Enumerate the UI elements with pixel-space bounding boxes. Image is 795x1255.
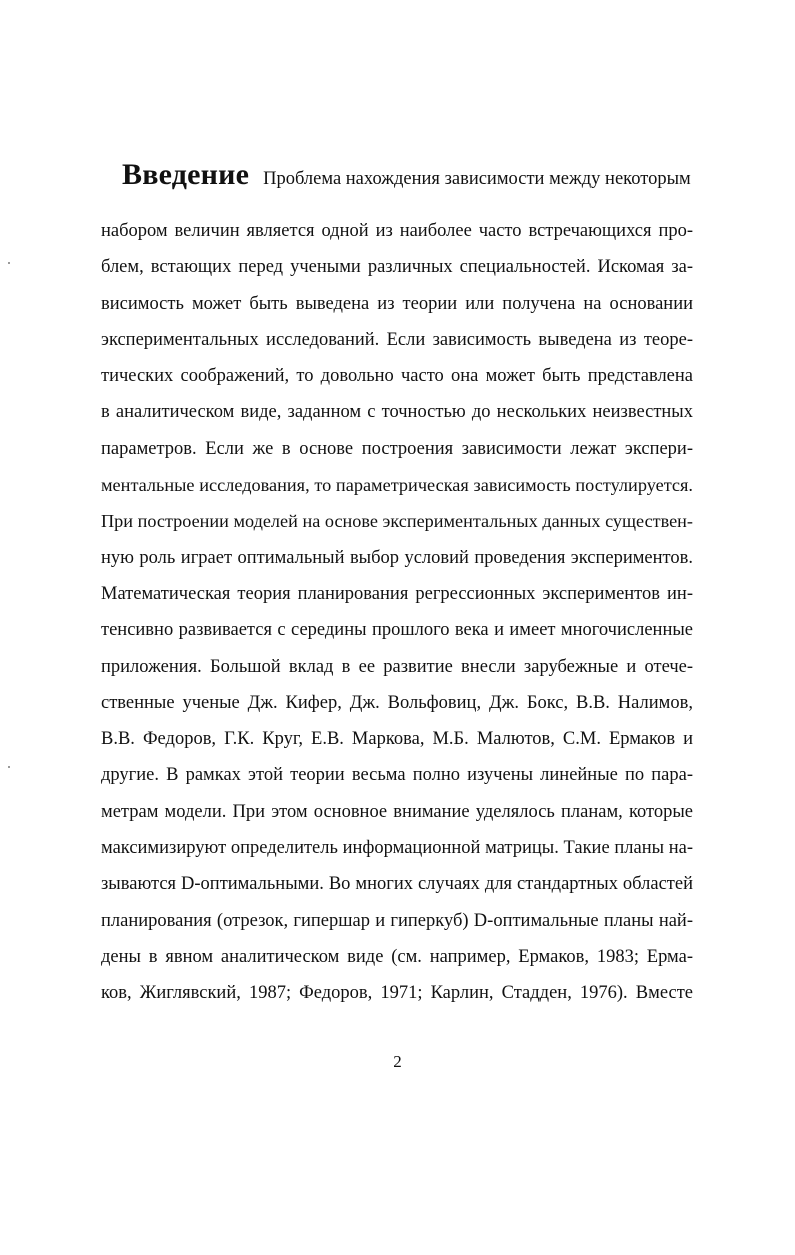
text-line: планирования (отрезок, гипершар и гиперкуб) D-оптимальные планы най-: [101, 910, 693, 931]
section-heading-line: [122, 158, 702, 198]
text-line: ментальные исследования, то параметрическая зависимость постулируется.: [101, 475, 693, 496]
text-line: дены в явном аналитическом виде (см. например, Ермаков, 1983; Ерма-: [101, 946, 693, 967]
text-line: В.В. Федоров, Г.К. Круг, Е.В. Маркова, М.Б. Малютов, С.М. Ермаков и: [101, 729, 693, 750]
page-number: 2: [393, 1052, 402, 1071]
text-line: метрам модели. При этом основное внимание уделялось планам, которые: [101, 801, 693, 822]
scan-mark: [8, 262, 10, 264]
text-line: висимость может быть выведена из теории или получена на основании: [101, 293, 693, 314]
section-title: Введение: [122, 158, 250, 191]
text-line: тенсивно развивается с середины прошлого века и имеет многочисленные: [101, 620, 693, 641]
text-line: ственные ученые Дж. Кифер, Дж. Вольфовиц, Дж. Бокс, В.В. Налимов,: [101, 692, 693, 713]
text-line: максимизируют определитель информационной матрицы. Такие планы на-: [101, 838, 693, 859]
text-line: параметров. Если же в основе построения зависимости лежат экспери-: [101, 438, 693, 459]
text-line: тических соображений, то довольно часто она может быть представлена: [101, 366, 693, 387]
text-line: зываются D-оптимальными. Во многих случаях для стандартных областей: [101, 874, 693, 895]
text-line: набором величин является одной из наиболее часто встречающихся про-: [101, 221, 693, 241]
text-line: в аналитическом виде, заданном с точностью до нескольких неизвестных: [101, 402, 693, 423]
text-line: экспериментальных исследований. Если зависимость выведена из теоре-: [101, 329, 693, 350]
text-line: При построении моделей на основе экспериментальных данных существен-: [101, 511, 693, 532]
text-line: другие. В рамках этой теории весьма полно изучены линейные по пара-: [101, 765, 693, 786]
heading-run-in-text: Проблема нахождения зависимости между некоторым: [263, 169, 691, 189]
text-line: ков, Жиглявский, 1987; Федоров, 1971; Карлин, Стадден, 1976). Вместе: [101, 983, 693, 1004]
text-line: Математическая теория планирования регрессионных экспериментов ин-: [101, 583, 693, 604]
body-paragraph: [101, 213, 693, 1012]
scan-mark: [8, 766, 10, 768]
text-line: блем, встающих перед учеными различных специальностей. Искомая за-: [101, 257, 693, 278]
text-line: приложения. Большой вклад в ее развитие внесли зарубежные и отече-: [101, 656, 693, 677]
text-line: ную роль играет оптимальный выбор условий проведения экспериментов.: [101, 547, 693, 568]
